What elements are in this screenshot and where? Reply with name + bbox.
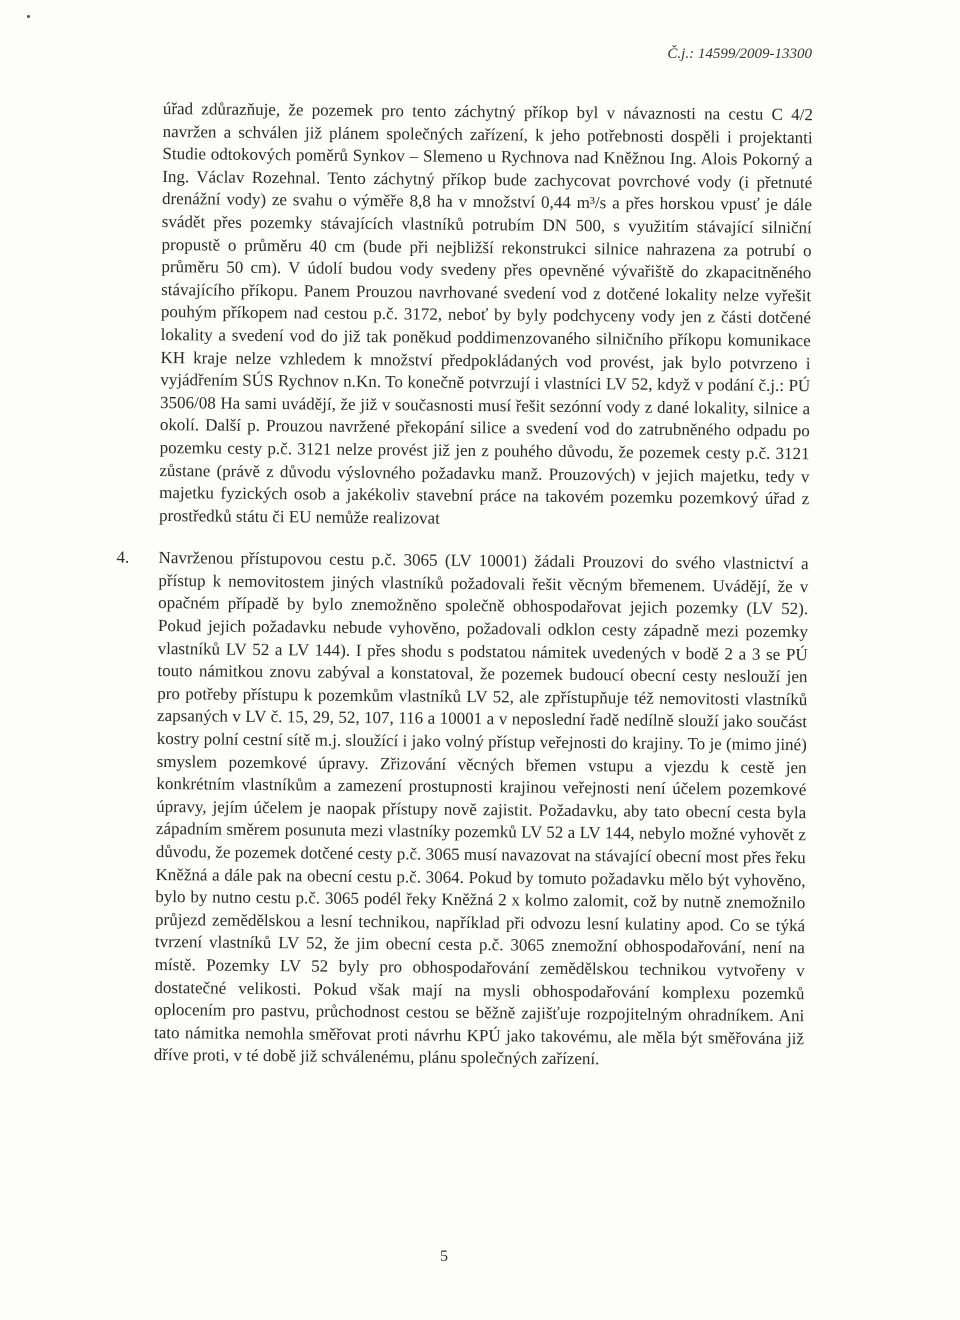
- list-item-4: [116, 547, 809, 1073]
- reference-number: Č.j.: 14599/2009-13300: [667, 46, 812, 62]
- document-body: [116, 98, 813, 1073]
- paragraph-continued: úřad zdůrazňuje, že pozemek pro tento záchytný příkop byl v návaznosti na cestu C 4/2 navržen a schválen již plánem společných zařízení, k jeho potřebnosti dospěli i projektanti Studie odtokových poměrů Synkov – Slemeno u Rychnova nad Kněžnou Ing. Alois Pokorný a Ing. Václav Rozehnal. Tento záchytný příkop bude zachycovat povrchové vody (i přetnuté drenážní vody) ze svahu o výměře 8,8 ha v množství 0,44 m³/s a přes horskou vpusť je dále svádět přes pozemky stávajících vlastníků potrubím DN 500, s využitím stávající silniční propustě o průměru 40 cm (bude při nejbližší rekonstrukci silnice nahrazena za potrubí o průměru 50 cm). V údolí budou vody svedeny přes opevněné vývařiště do zkapacitněného stávajícího příkopu. Panem Prouzou navrhované svedení vod z dotčené lokality nelze vyřešit pouhým příkopem nad cestou p.č. 3172, neboť by byly podchyceny vody jen z části dotčené lokality a svedení vod do již tak poněkud poddimenzovaného silničního příkopu komunikace KH kraje nelze vzhledem k množství předpokládaných vod provést, jak bylo potvrzeno i vyjádřením SÚS Rychnov n.Kn. To konečně potvrzují i vlastníci LV 52, když v podání č.j.: PÚ 3506/08 Ha sami uvádějí, že již v současnosti musí řešit sezónní vody z dané lokality, silnice a okolí. Další p. Prouzou navržené překopání silice a svedení vod do zatrubněného odpadu po pozemku cesty p.č. 3121 nelze provést již jen z pouhého důvodu, že pozemek cesty p.č. 3121 zůstane (právě z důvodu výslovného požadavku manž. Prouzových) v jejich majetku, tedy v majetku fyzických osob a jakékoliv stavební práce na takovém pozemku pozemkový úřad z prostředků státu či EU nemůže realizovat: [158, 98, 813, 528]
- scan-speck: [27, 15, 30, 18]
- list-item-text: Navrženou přístupovou cestu p.č. 3065 (LV 10001) žádali Prouzovi do svého vlastnictví a přístup k nemovitostem jiných vlastníků požadovali řešit věcným břemenem. Uvádějí, že v opačném případě by bylo znemožněno společně obhospodařovat jejich pozemky (LV 52). Pokud jejich požadavku nebude vyhověno, požadovali odklon cesty západně mezi pozemky vlastníků LV 52 a LV 144). I přes shodu s podstatou námitek uvedených v bodě 2 a 3 se PÚ touto námitkou znovu zabýval a konstatoval, že pozemek budoucí obecní cesty neslouží jen pro potřeby přístupu k pozemkům vlastníků LV 52, ale zpřístupňuje též nemovitosti vlastníků zapsaných v LV č. 15, 29, 52, 107, 116 a 10001 a v neposlední řadě nedílně slouží jako součást kostry polní cestní sítě m.j. sloužící i jako volný přístup veřejnosti do krajiny. To je (mimo jiné) smyslem pozemkové úpravy. Zřizování věcných břemen vstupu a vjezdu k cestě jen konkrétním vlastníkům a zamezení prostupnosti krajinou veřejnosti není účelem pozemkové úpravy, jejím účelem je naopak přístupy nově zajistit. Požadavku, aby tato obecní cesta byla západním směrem posunuta mezi vlastníky pozemků LV 52 a LV 144, nebylo možné vyhovět z důvodu, že pozemek dotčené cesty p.č. 3065 musí navazovat na stávající obecní most přes řeku Kněžná a dále pak na obecní cestu p.č. 3064. Pokud by tomuto požadavku mělo být vyhověno, bylo by nutno cestu p.č. 3065 podél řeky Kněžná 2 x kolmo zalomit, což by nutně znemožnilo průjezd zemědělskou a lesní technikou, například při odvozu lesní kulatiny apod. Co se týká tvrzení vlastníků LV 52, že jim obecní cesta p.č. 3065 znemožní obhospodařování, není na místě. Pozemky LV 52 byly pro obhospodařování zemědělskou technikou vytvořeny v dostatečné velikosti. Pokud však mají na mysli obhospodařování komplexu pozemků oplocením pro pastvu, průchodnost cestou se běžně zajišťuje rozpojitelným ohradníkem. Ani tato námitka nemohla směřovat proti návrhu KPÚ jako takovému, ale měla být směřována již dříve proti, v té době již schválenému, plánu společných zařízení.: [153, 548, 809, 1069]
- list-item-number: 4.: [116, 547, 130, 567]
- page-number: 5: [440, 1248, 448, 1265]
